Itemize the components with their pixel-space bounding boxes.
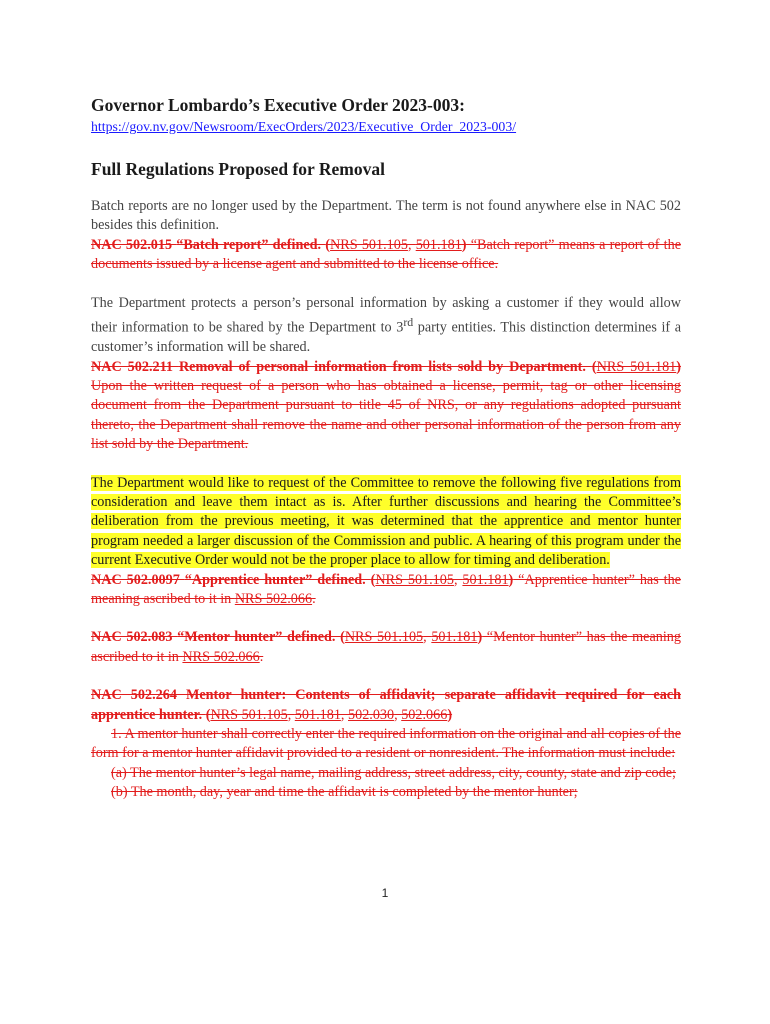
nac-502-083-id: NAC 502.083	[91, 629, 178, 646]
nac-502-264-item-b	[91, 783, 681, 802]
ref-close-paren: )	[461, 236, 467, 253]
ref-link-nrs-501-105[interactable]: NRS 501.105	[330, 236, 408, 253]
personal-info-explanation	[91, 294, 681, 358]
ref-link-501-181[interactable]: 501.181	[431, 629, 478, 646]
ref-link-nrs-502-066[interactable]: NRS 502.066	[234, 591, 313, 608]
nac-502-015-id: NAC 502.015	[91, 236, 177, 253]
nac-502-015-title: “Batch report” defined.	[176, 236, 326, 253]
nac-502-211-body: Upon the written request of a person who has obtained a license, permit, tag or other licensing document from the Department pursuant to title 45 of NRS, or any regulations adopted pursuant thereto, the Department shall remove the name and other personal information of the person from any list sold by the Department.	[91, 377, 681, 453]
ref-link-nrs-501-105[interactable]: NRS 501.105	[375, 571, 454, 588]
highlighted-request-text: The Department would like to request of the Committee to remove the following five regulations from consideration and leave them intact as is. After further discussions and hearing the Committee’s deliberation from the previous meeting, it was determined that the apprentice and mentor hunter program needed a larger discussion of the Commission and public. A hearing of this program under the current Executive Order would not be the proper place to allow for timing and deliberation.	[91, 474, 681, 569]
ref-separator: ,	[407, 236, 416, 253]
nac-502-264-item-1	[91, 725, 681, 764]
batch-report-explanation: Batch reports are no longer used by the Department. The term is not found anywhere else in NAC 502 besides this definition.	[91, 198, 681, 234]
intro-text-continued: party entities. This distinction determines if a customer’s information will be shared.	[91, 319, 682, 356]
nac-502-0097-body: “Apprentice hunter” has the meaning ascribed to it in	[91, 571, 681, 608]
ref-open-paren: (	[591, 358, 597, 375]
nac-502-211-id: NAC 502.211	[91, 358, 179, 375]
body-end: .	[312, 591, 316, 608]
item-1-text: 1. A mentor hunter shall correctly enter the required information on the original and all copies of the form for a mentor hunter affidavit provided to a resident or nonresident. The information must include:	[91, 726, 681, 762]
nac-502-211-title: Removal of personal information from lists sold by Department.	[178, 358, 592, 375]
nac-502-211-struck-text	[91, 358, 681, 455]
item-b-text: (b) The month, day, year and time the affidavit is completed by the mentor hunter;	[111, 784, 578, 801]
ref-close-paren: )	[676, 358, 681, 375]
nac-502-083-title: “Mentor hunter” defined.	[177, 629, 341, 646]
nac-502-0097-struck-text: NAC 502.0097 “Apprentice hunter” defined. (NRS 501.105, 501.181) “Apprentice hunter” has the meaning ascribed to it in NRS 502.066.	[91, 571, 681, 608]
nac-502-264-title: Mentor hunter: Contents of affidavit; separate affidavit required for each apprentice hunter.	[91, 687, 681, 723]
nac-502-083-body: “Mentor hunter” has the meaning ascribed to it in	[91, 629, 681, 665]
body-end: .	[259, 648, 264, 665]
ref-link-501-181[interactable]: 501.181	[415, 236, 462, 253]
page-number: 1	[381, 886, 389, 900]
document-body	[91, 94, 681, 803]
item-a-text: (a) The mentor hunter’s legal name, mailing address, street address, city, county, state and zip code;	[111, 764, 676, 781]
ref-link-nrs-501-105[interactable]: NRS 501.105	[344, 629, 424, 646]
ref-link-501-181[interactable]: 501.181	[462, 571, 509, 588]
nac-502-0097-title: “Apprentice hunter” defined.	[184, 571, 371, 588]
ref-open-paren: (	[325, 236, 331, 253]
nac-502-0097-id: NAC 502.0097	[91, 571, 185, 588]
committee-request-paragraph	[91, 474, 681, 571]
ref-link-nrs-502-066[interactable]: NRS 502.066	[182, 648, 260, 665]
nac-502-264-item-a	[91, 764, 681, 783]
ordinal-suffix: rd	[403, 315, 414, 330]
document-title: Governor Lombardo’s Executive Order 2023-003:	[91, 95, 465, 115]
ref-link-nrs-501-105[interactable]: NRS 501.105	[210, 706, 288, 723]
nac-502-083-struck-text: NAC 502.083 “Mentor hunter” defined. (NRS 501.105, 501.181) “Mentor hunter” has the meaning ascribed to it in NRS 502.066.	[91, 629, 681, 665]
ref-link-502-066[interactable]: 502.066	[401, 706, 448, 723]
nac-502-264-id: NAC 502.264	[91, 687, 186, 704]
ref-link-nrs-501-181[interactable]: NRS 501.181	[596, 358, 677, 375]
section-title: Full Regulations Proposed for Removal	[91, 159, 385, 179]
nac-502-015-struck-text	[91, 236, 681, 275]
nac-502-015-body: “Batch report” means a report of the documents issued by a license agent and submitted to the license office.	[91, 236, 681, 273]
intro-text: The Department protects a person’s personal information by asking a customer if they would allow their information to be shared by the Department to 3	[91, 294, 681, 336]
nac-502-264-struck-text: NAC 502.264 Mentor hunter: Contents of affidavit; separate affidavit required for each apprentice hunter. (NRS 501.105, 501.181, 502.030, 502.066)	[91, 687, 681, 723]
ref-link-502-030[interactable]: 502.030	[348, 706, 395, 723]
ref-link-501-181[interactable]: 501.181	[294, 706, 341, 723]
executive-order-link[interactable]: https://gov.nv.gov/Newsroom/ExecOrders/2023/Executive_Order_2023-003/	[91, 119, 517, 134]
